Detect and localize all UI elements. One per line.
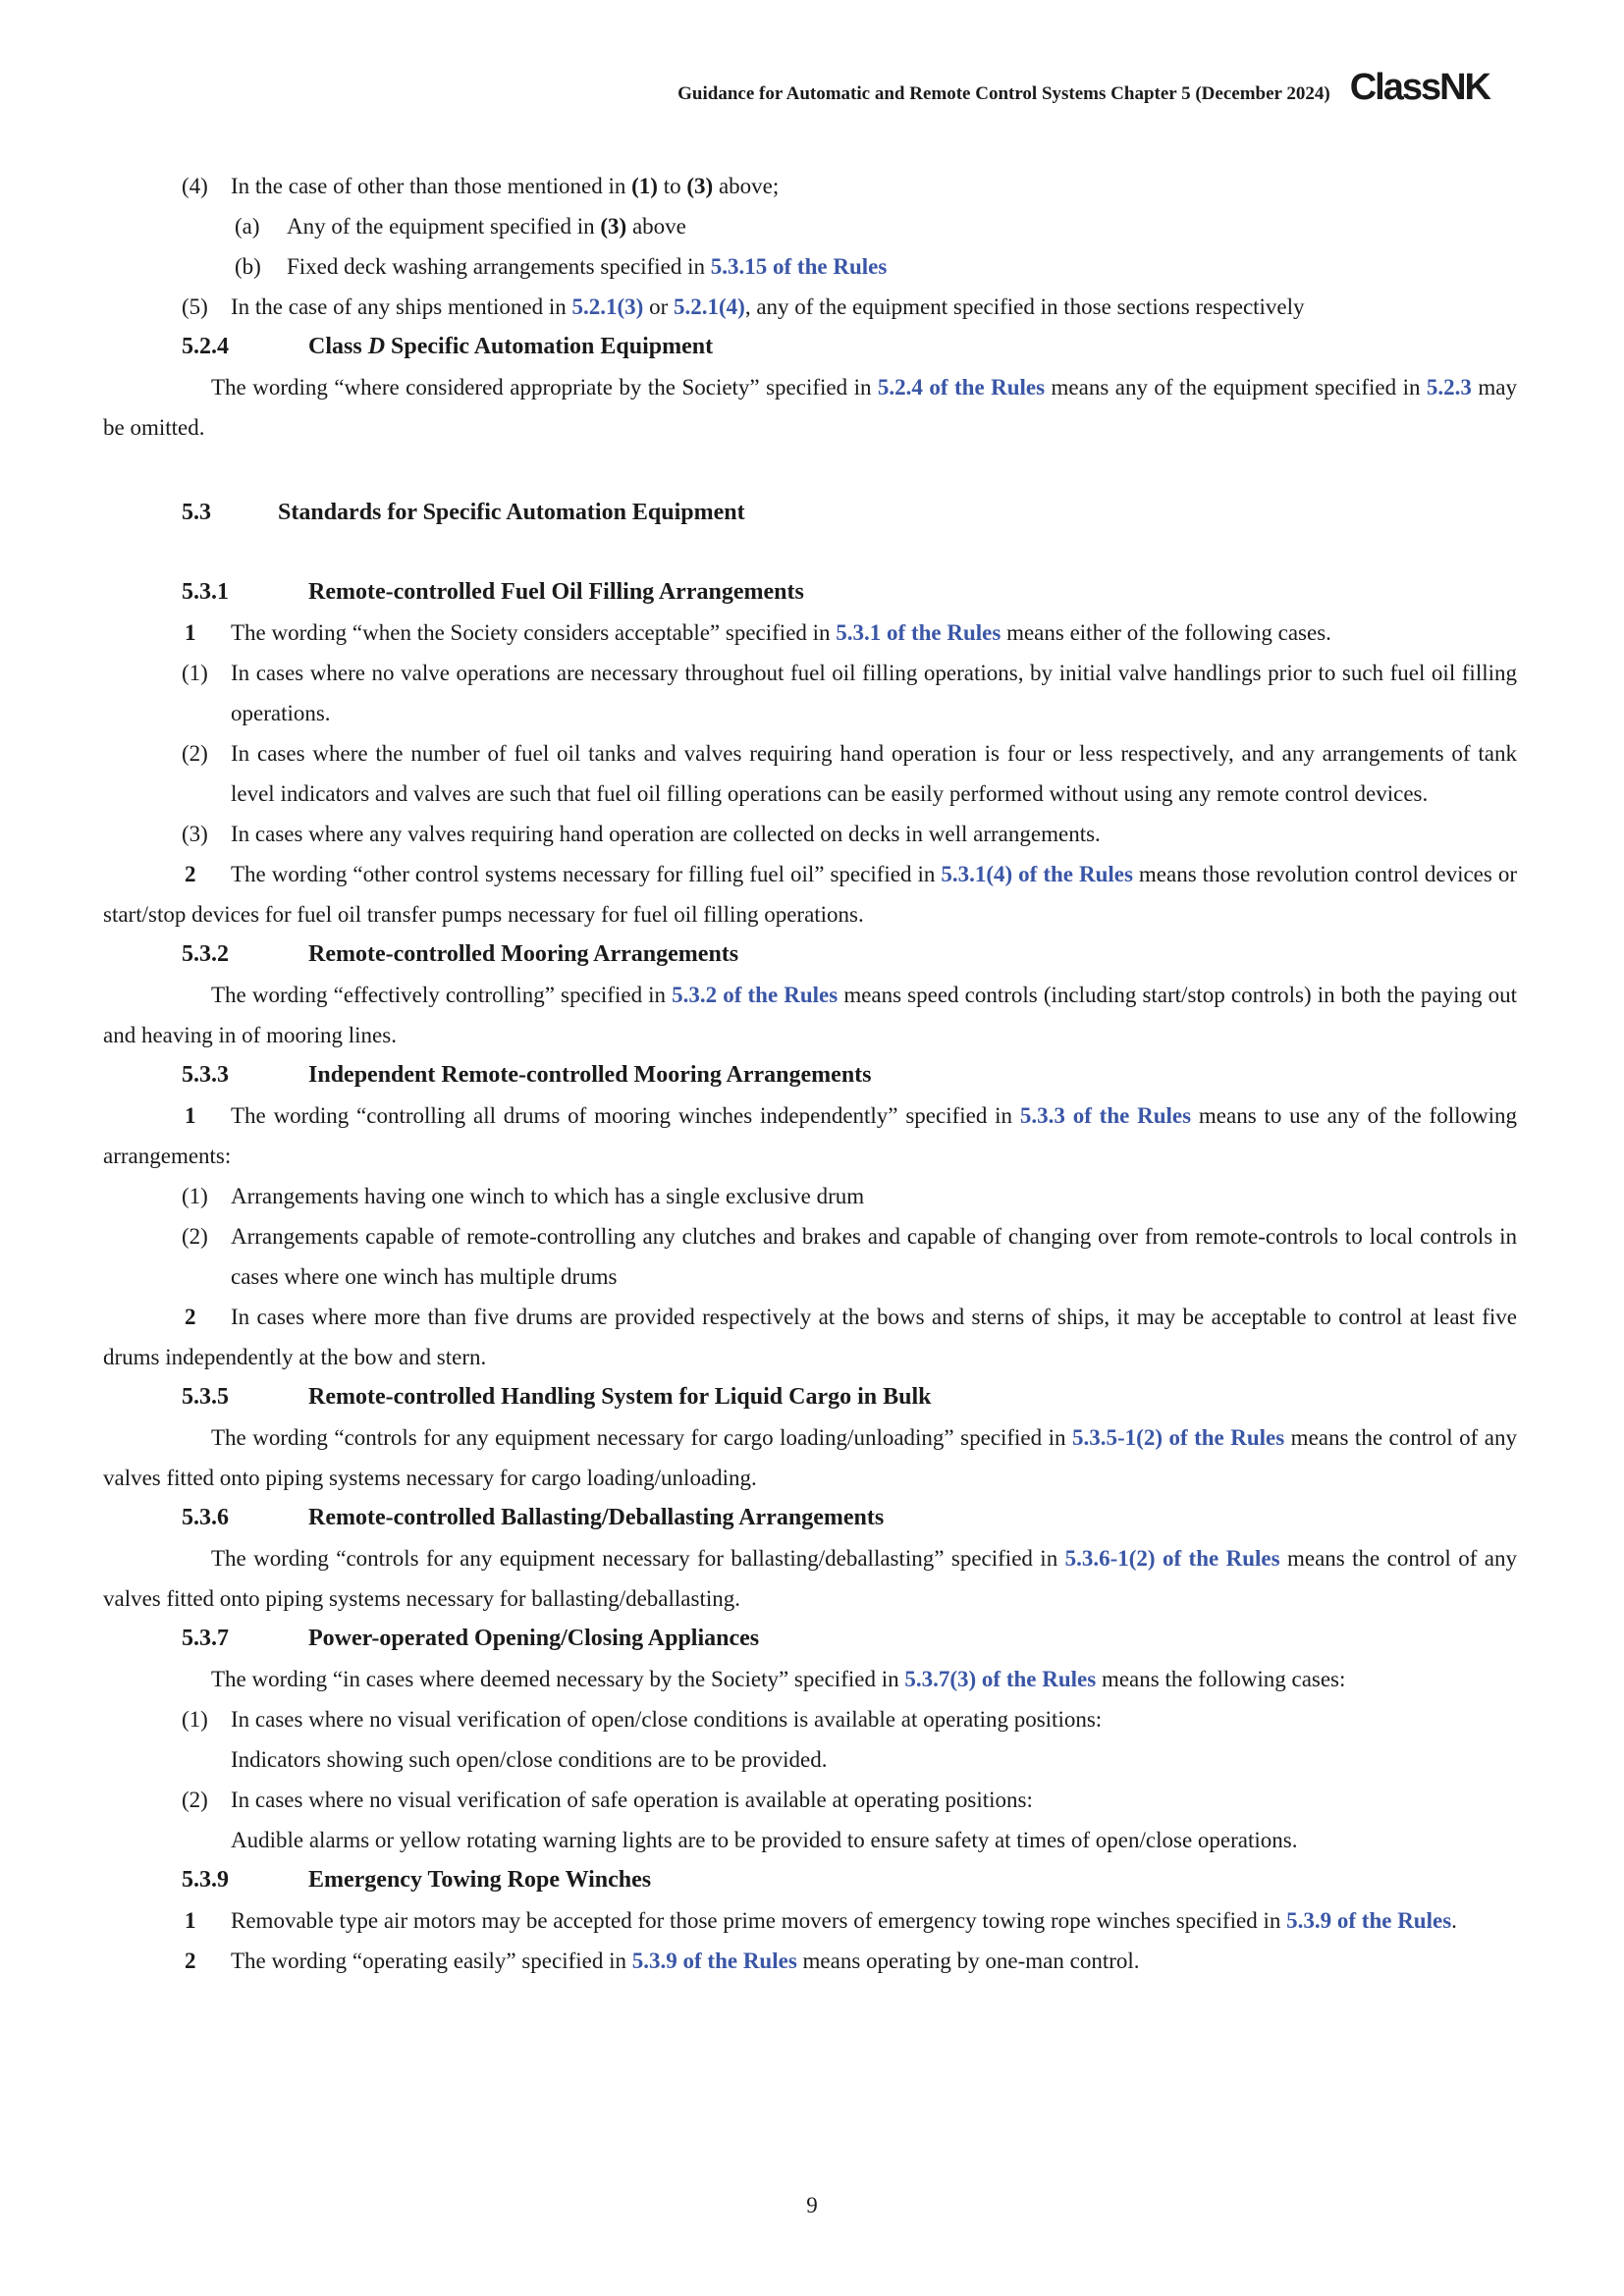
heading-number: 5.3.3 <box>182 1062 229 1088</box>
text-run: means to use any of the following arrangements: <box>103 1103 1517 1168</box>
sub-section-heading <box>103 934 1517 975</box>
paragraph-number: 2 <box>185 1305 196 1329</box>
text-run: Arrangements capable of remote-controlling any clutches and brakes and capable of changing over from remote-controls to local controls in cases where one winch has multiple drums <box>231 1224 1517 1289</box>
numbered-paragraph <box>103 1900 1517 1941</box>
heading-number: 5.3.5 <box>182 1384 229 1410</box>
paragraph <box>103 1538 1517 1619</box>
heading-number: 5.3.6 <box>182 1505 229 1530</box>
paragraph <box>103 1659 1517 1699</box>
classnk-logo: ClassNK <box>1349 67 1489 108</box>
text-run: In cases where no visual verification of open/close conditions is available at operating positions: <box>231 1707 1103 1732</box>
list-item <box>182 653 1517 733</box>
text-run: Emergency Towing Rope Winches <box>308 1867 652 1893</box>
text-run: The wording “controlling all drums of mooring winches independently” specified in <box>231 1103 1020 1128</box>
text-run: means those revolution control devices or start/stop devices for fuel oil transfer pumps necessary for fuel oil filling operations. <box>103 862 1517 927</box>
rule-reference-link[interactable]: 5.3.3 of the Rules <box>1019 1103 1192 1128</box>
text-run: (3) <box>600 214 627 239</box>
text-run: means either of the following cases. <box>1001 620 1331 645</box>
sub-section-heading <box>103 327 1517 367</box>
rule-reference-link[interactable]: 5.3.2 of the Rules <box>672 983 839 1007</box>
text-run: to <box>657 174 687 198</box>
numbered-paragraph <box>103 1941 1517 1981</box>
header-title: Guidance for Automatic and Remote Control Systems Chapter 5 (December 2024) <box>677 83 1330 104</box>
text-run: Class <box>308 334 368 359</box>
rule-reference-link[interactable]: 5.3.15 of the Rules <box>710 254 888 279</box>
paragraph <box>103 1417 1517 1498</box>
list-marker: (2) <box>182 741 208 766</box>
text-run: Power-operated Opening/Closing Appliances <box>308 1626 760 1651</box>
text-run: Remote-controlled Fuel Oil Filling Arrangements <box>308 579 804 605</box>
sub-section-heading <box>103 1055 1517 1095</box>
list-marker: (5) <box>182 294 208 319</box>
heading-number: 5.3.1 <box>182 579 229 605</box>
text-run: The wording “effectively controlling” specified in <box>211 983 673 1007</box>
text-run: above <box>626 214 686 239</box>
numbered-paragraph <box>103 613 1517 653</box>
sub-section-heading <box>103 1860 1517 1900</box>
document-body <box>103 166 1517 1981</box>
text-run: above; <box>713 174 780 198</box>
sub-section-heading <box>103 1619 1517 1659</box>
text-run: . <box>1451 1908 1457 1933</box>
rule-reference-link[interactable]: 5.2.1(3) <box>571 294 644 319</box>
heading-number: 5.3.2 <box>182 941 229 967</box>
text-run: The wording “operating easily” specified in <box>231 1949 632 1973</box>
rule-reference-link[interactable]: 5.2.3 <box>1426 375 1472 400</box>
rule-reference-link[interactable]: 5.3.1(4) of the Rules <box>941 862 1133 886</box>
list-item <box>235 246 1517 287</box>
list-marker: (2) <box>182 1788 208 1812</box>
list-marker: (1) <box>182 1184 208 1208</box>
page-footer <box>0 2185 1624 2225</box>
list-marker: (2) <box>182 1224 208 1249</box>
heading-number: 5.2.4 <box>182 334 229 359</box>
text-run: means any of the equipment specified in <box>1045 375 1427 400</box>
paragraph-number: 2 <box>185 862 196 886</box>
text-run: Remote-controlled Ballasting/Deballasting Arrangements <box>308 1505 885 1530</box>
list-item <box>182 733 1517 814</box>
text-run: Arrangements having one winch to which has a single exclusive drum <box>231 1184 865 1208</box>
text-run: means the control of any valves fitted onto piping systems necessary for ballasting/deballasting. <box>103 1546 1518 1611</box>
paragraph-number: 1 <box>185 620 196 645</box>
text-run: , any of the equipment specified in those sections respectively <box>744 294 1305 319</box>
text-run: or <box>643 294 674 319</box>
paragraph-number: 1 <box>185 1103 196 1128</box>
list-marker: (a) <box>235 214 260 239</box>
list-marker: (1) <box>182 1707 208 1732</box>
list-marker: (1) <box>182 661 208 685</box>
text-run: means the following cases: <box>1096 1667 1346 1691</box>
text-run: Remote-controlled Mooring Arrangements <box>308 941 739 967</box>
list-item-continuation <box>231 1739 1517 1780</box>
sub-section-heading <box>103 572 1517 613</box>
numbered-paragraph <box>103 854 1517 934</box>
list-marker: (3) <box>182 822 208 846</box>
text-run: In cases where the number of fuel oil tanks and valves requiring hand operation is four or less respectively, and any arrangements of tank level indicators and valves are such that fuel oil filling operations can be easily performed without using any remote control devices. <box>231 741 1517 806</box>
text-run: Indicators showing such open/close conditions are to be provided. <box>231 1747 828 1772</box>
text-run: means the control of any valves fitted onto piping systems necessary for cargo loading/unloading. <box>103 1425 1517 1490</box>
sub-section-heading <box>103 1498 1517 1538</box>
text-run: may be omitted. <box>103 375 1517 440</box>
text-run: In the case of any ships mentioned in <box>231 294 572 319</box>
numbered-paragraph <box>103 1297 1517 1377</box>
rule-reference-link[interactable]: 5.3.9 of the Rules <box>1286 1908 1452 1933</box>
text-run: The wording “controls for any equipment necessary for cargo loading/unloading” specified in <box>211 1425 1072 1450</box>
text-run: The wording “other control systems necessary for filling fuel oil” specified in <box>231 862 942 886</box>
heading-number: 5.3.7 <box>182 1626 229 1651</box>
paragraph <box>103 367 1517 448</box>
text-run: The wording “where considered appropriate by the Society” specified in <box>211 375 878 400</box>
text-run: The wording “when the Society considers acceptable” specified in <box>231 620 837 645</box>
list-marker: (b) <box>235 254 261 279</box>
page-header <box>103 69 1517 113</box>
text-run: Specific Automation Equipment <box>385 334 714 359</box>
heading-number: 5.3.9 <box>182 1867 229 1893</box>
text-run: In cases where no valve operations are necessary throughout fuel oil filling operations, by initial valve handlings prior to such fuel oil filling operations. <box>231 661 1517 725</box>
text-run: In cases where more than five drums are provided respectively at the bows and sterns of ships, it may be acceptable to control at least five drums independently at the bow and stern. <box>103 1305 1517 1369</box>
page-number: 9 <box>806 2193 818 2217</box>
text-run: Remote-controlled Handling System for Liquid Cargo in Bulk <box>308 1384 932 1410</box>
text-run: In cases where no visual verification of safe operation is available at operating positions: <box>231 1788 1033 1812</box>
text-run: Independent Remote-controlled Mooring Arrangements <box>308 1062 872 1088</box>
text-run: The wording “in cases where deemed necessary by the Society” specified in <box>211 1667 905 1691</box>
text-run: (3) <box>686 174 714 198</box>
list-item <box>182 1216 1517 1297</box>
paragraph <box>103 975 1517 1055</box>
text-run: Any of the equipment specified in <box>287 214 601 239</box>
text-run: The wording “controls for any equipment necessary for ballasting/deballasting” specified in <box>211 1546 1065 1571</box>
rule-reference-link[interactable]: 5.3.6-1(2) of the Rules <box>1064 1546 1280 1571</box>
rule-reference-link[interactable]: 5.3.7(3) of the Rules <box>904 1667 1097 1691</box>
rule-reference-link[interactable]: 5.2.1(4) <box>673 294 745 319</box>
rule-reference-link[interactable]: 5.2.4 of the Rules <box>877 375 1046 400</box>
list-item <box>182 1780 1517 1820</box>
list-item <box>182 814 1517 854</box>
list-item <box>182 287 1517 327</box>
text-run: Removable type air motors may be accepted for those prime movers of emergency towing rope winches specified in <box>231 1908 1287 1933</box>
text-run: D <box>367 334 386 359</box>
list-item <box>182 1699 1517 1739</box>
rule-reference-link[interactable]: 5.3.9 of the Rules <box>631 1949 797 1973</box>
numbered-paragraph <box>103 1095 1517 1176</box>
list-item <box>182 166 1517 206</box>
text-run: In the case of other than those mentioned in <box>231 174 632 198</box>
list-item-continuation <box>231 1820 1517 1860</box>
rule-reference-link[interactable]: 5.3.1 of the Rules <box>836 620 1001 645</box>
list-item <box>182 1176 1517 1216</box>
text-run: Audible alarms or yellow rotating warning lights are to be provided to ensure safety at times of open/close operations. <box>231 1828 1298 1852</box>
text-run: Fixed deck washing arrangements specified in <box>287 254 711 279</box>
paragraph-number: 2 <box>185 1949 196 1973</box>
rule-reference-link[interactable]: 5.3.5-1(2) of the Rules <box>1072 1425 1285 1450</box>
text-run: (1) <box>631 174 658 198</box>
list-marker: (4) <box>182 174 208 198</box>
paragraph-number: 1 <box>185 1908 196 1933</box>
list-item <box>235 206 1517 246</box>
text-run: means speed controls (including start/stop controls) in both the paying out and heaving in of mooring lines. <box>103 983 1517 1047</box>
sub-section-heading <box>103 1377 1517 1417</box>
heading-number: 5.3 <box>182 500 211 525</box>
text-run: Standards for Specific Automation Equipment <box>278 500 745 525</box>
text-run: means operating by one-man control. <box>796 1949 1140 1973</box>
text-run: In cases where any valves requiring hand operation are collected on decks in well arrangements. <box>231 822 1101 846</box>
section-heading <box>103 493 1517 533</box>
